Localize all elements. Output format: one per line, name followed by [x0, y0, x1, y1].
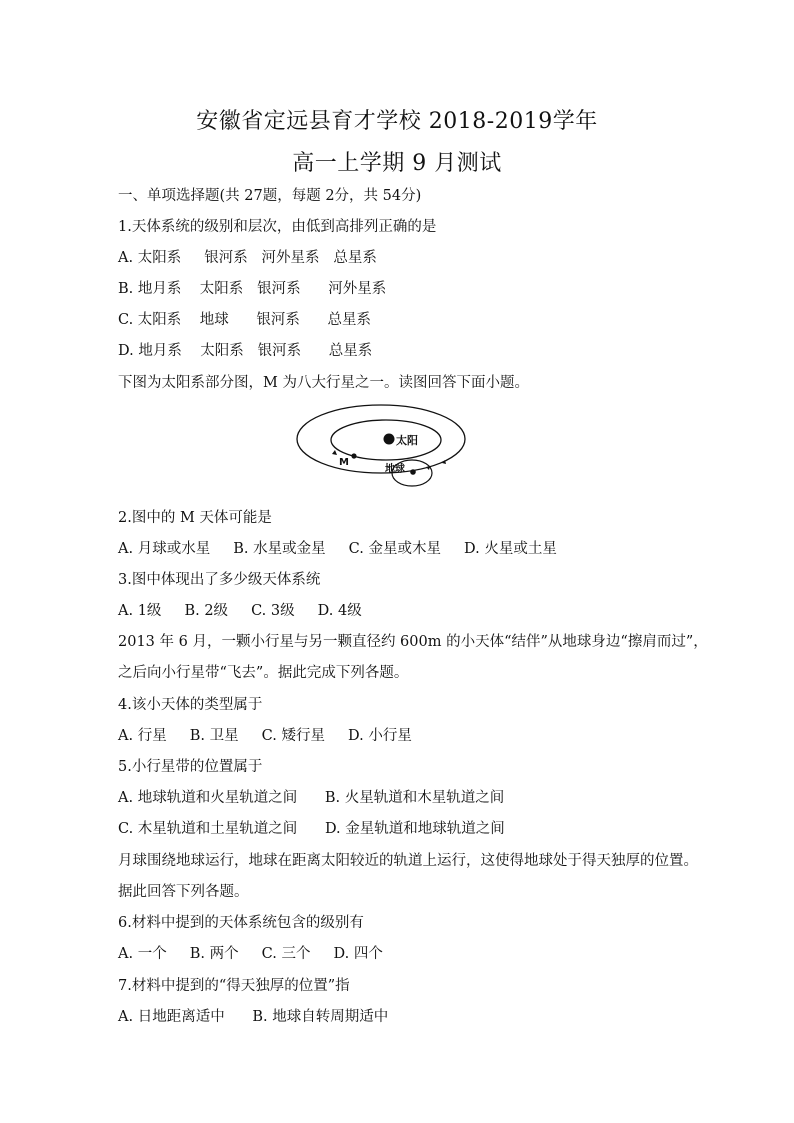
- q1-option-d: D. 地月系 太阳系 银河系 总星系: [118, 343, 373, 359]
- passage1-line2: 之后向小行星带“飞去”。据此完成下列各题。: [118, 665, 409, 681]
- q5-stem: 5.小行星带的位置属于: [118, 759, 263, 775]
- q1-option-c: C. 太阳系 地球 银河系 总星系: [118, 312, 372, 328]
- earth-label: 地球: [385, 464, 405, 475]
- sun-label: 太阳: [396, 434, 418, 447]
- passage1-line1: 2013 年 6 月，一颗小行星与另一颗直径约 600m 的小天体“结伴”从地球身边“擦肩而过”，: [118, 634, 708, 650]
- arrow-icon: [332, 450, 337, 455]
- exam-subtitle: 高一上学期 9 月测试: [292, 151, 502, 176]
- q6-options: A. 一个 B. 两个 C. 三个 D. 四个: [118, 946, 383, 962]
- q6-stem: 6.材料中提到的天体系统包含的级别有: [118, 915, 364, 931]
- section-heading: 一、单项选择题(共 27题，每题 2分，共 54分): [118, 188, 422, 204]
- passage2-line2: 据此回答下列各题。: [118, 884, 249, 900]
- earth-dot: [410, 469, 416, 475]
- q5-options-ab: A. 地球轨道和火星轨道之间 B. 火星轨道和木星轨道之间: [118, 790, 505, 806]
- q1-stem: 1.天体系统的级别和层次，由低到高排列正确的是: [118, 219, 437, 235]
- outer-orbit: [297, 405, 465, 473]
- sun-dot: [384, 434, 395, 445]
- q2-stem: 2.图中的 M 天体可能是: [118, 510, 272, 526]
- q5-options-cd: C. 木星轨道和土星轨道之间 D. 金星轨道和地球轨道之间: [118, 821, 505, 837]
- q4-stem: 4.该小天体的类型属于: [118, 697, 263, 713]
- q4-options: A. 行星 B. 卫星 C. 矮行星 D. 小行星: [118, 728, 412, 744]
- figure-intro: 下图为太阳系部分图，M 为八大行星之一。读图回答下面小题。: [118, 375, 529, 391]
- q7-stem: 7.材料中提到的“得天独厚的位置”指: [118, 978, 350, 994]
- passage2-line1: 月球围绕地球运行，地球在距离太阳较近的轨道上运行，这使得地球处于得天独厚的位置。: [118, 853, 698, 869]
- q2-options: A. 月球或水星 B. 水星或金星 C. 金星或木星 D. 火星或土星: [118, 541, 557, 557]
- exam-title: 安徽省定远县育才学校 2018-2019学年: [196, 109, 598, 134]
- m-label: M: [339, 457, 349, 468]
- m-planet-dot: [351, 453, 356, 458]
- solar-system-diagram: [296, 402, 476, 494]
- q3-options: A. 1级 B. 2级 C. 3级 D. 4级: [118, 603, 362, 619]
- q7-options: A. 日地距离适中 B. 地球自转周期适中: [118, 1009, 389, 1025]
- q1-option-a: A. 太阳系 银河系 河外星系 总星系: [118, 250, 377, 266]
- q1-option-b: B. 地月系 太阳系 银河系 河外星系: [118, 281, 387, 297]
- q3-stem: 3.图中体现出了多少级天体系统: [118, 572, 321, 588]
